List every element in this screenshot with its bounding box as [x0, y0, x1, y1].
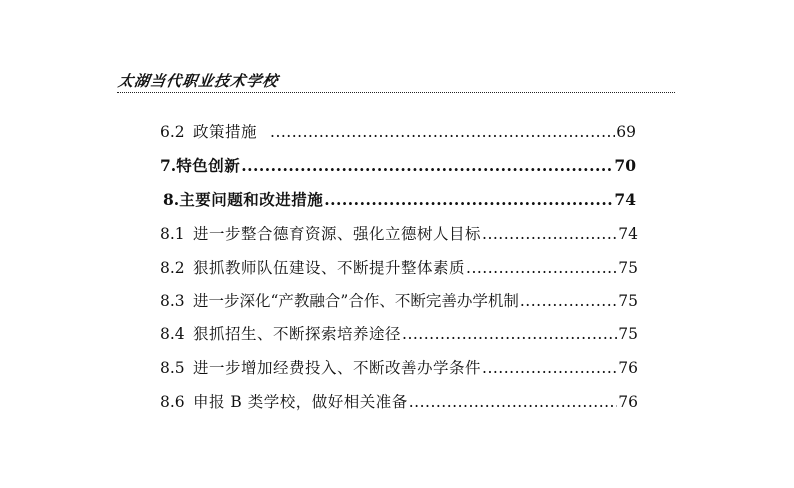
toc-entry-number: 8.6: [160, 393, 185, 411]
toc-entry-8-1[interactable]: [160, 224, 638, 244]
toc-entry-8-2[interactable]: [160, 258, 638, 278]
toc-leader-dots: [324, 190, 613, 210]
toc-leader-dots: [520, 291, 617, 311]
toc-entry-page: 75: [618, 292, 638, 310]
toc-entry-6-2[interactable]: [160, 122, 636, 142]
toc-entry-number: 8.4: [160, 325, 185, 343]
toc-entry-page: 74: [618, 225, 638, 243]
toc-leader-dots: [270, 122, 615, 142]
toc-entry-title: 特色创新: [176, 156, 241, 175]
toc-entry-number: 6.2: [160, 123, 185, 141]
toc-entry-page: 76: [618, 359, 638, 377]
toc-entry-title: 进一步增加经费投入、不断改善办学条件: [193, 359, 482, 377]
toc-entry-title: 申报 B 类学校，做好相关准备: [193, 393, 408, 411]
toc-leader-dots: [241, 156, 613, 176]
school-name-header: 太湖当代职业技术学校: [117, 72, 280, 90]
toc-entry-page: 75: [618, 259, 638, 277]
toc-leader-dots: [409, 392, 618, 412]
toc-entry-page: 75: [618, 325, 638, 343]
toc-entry-title: 进一步整合德育资源、强化立德树人目标: [193, 225, 482, 243]
toc-entry-number: 7.: [160, 156, 177, 175]
toc-entry-number: 8.3: [160, 292, 185, 310]
toc-entry-title: 狠抓招生、不断探索培养途径: [193, 325, 402, 343]
toc-entry-title: 主要问题和改进措施: [179, 190, 324, 209]
toc-entry-page: 69: [616, 123, 636, 141]
toc-entry-number: 8.: [163, 190, 180, 209]
toc-entry-page: 70: [614, 156, 636, 175]
toc-entry-title: 政策措施: [193, 123, 258, 141]
toc-entry-8-6[interactable]: [160, 392, 638, 412]
toc-entry-number: 8.1: [160, 225, 185, 243]
toc-entry-8[interactable]: [163, 190, 636, 210]
toc-entry-8-5[interactable]: [160, 358, 638, 378]
toc-leader-dots: [402, 324, 617, 344]
toc-entry-number: 8.2: [160, 259, 185, 277]
toc-entry-title: 进一步深化“产教融合”合作、不断完善办学机制: [193, 292, 519, 310]
toc-entry-page: 74: [614, 190, 636, 209]
toc-entry-8-3[interactable]: [160, 291, 638, 311]
toc-entry-title: 狠抓教师队伍建设、不断提升整体素质: [193, 259, 466, 277]
toc-leader-dots: [466, 258, 617, 278]
toc-leader-dots: [482, 358, 617, 378]
toc-entry-7[interactable]: [160, 156, 636, 176]
toc-entry-8-4[interactable]: [160, 324, 638, 344]
toc-leader-dots: [482, 224, 617, 244]
toc-entry-page: 76: [618, 393, 638, 411]
toc-entry-number: 8.5: [160, 359, 185, 377]
